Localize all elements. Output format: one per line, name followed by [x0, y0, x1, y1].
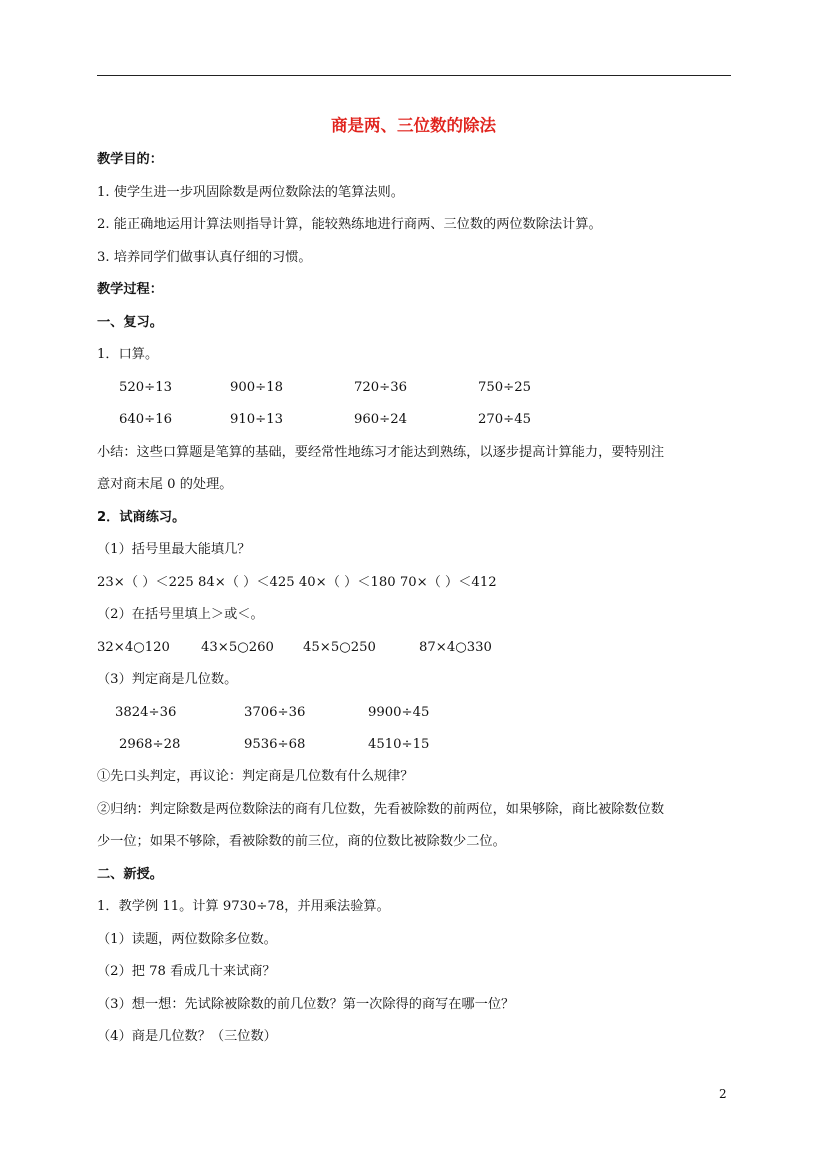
note-2: ②归纳：判定除数是两位数除法的商有几位数，先看被除数的前两位，如果够除，商比被除数位数 — [97, 802, 665, 817]
summary-line: 小结：这些口算题是笔算的基础，要经常性地练习才能达到熟练，以逐步提高计算能力，要特别注 — [97, 445, 665, 460]
digit-item: 2968÷28 — [119, 737, 181, 752]
example-line: 1．教学例 11。计算 9730÷78，并用乘法验算。 — [97, 899, 390, 914]
process-heading: 教学过程： — [97, 282, 163, 297]
oral-item: 750÷25 — [478, 380, 532, 395]
question-2: （2）在括号里填上＞或＜。 — [97, 607, 264, 622]
oral-item: 900÷18 — [230, 380, 284, 395]
review-heading: 一、复习。 — [97, 315, 163, 330]
oral-item: 270÷45 — [478, 412, 532, 427]
compare-item: 87×4○330 — [419, 640, 492, 655]
trial-heading: 2．试商练习。 — [97, 510, 186, 525]
goal-2: 2. 能正确地运用计算法则指导计算，能较熟练地进行商两、三位数的两位数除法计算。 — [97, 217, 602, 232]
note-2-cont: 少一位；如果不够除，看被除数的前三位，商的位数比被除数少二位。 — [97, 834, 506, 849]
new-heading: 二、新授。 — [97, 867, 163, 882]
digit-item: 9900÷45 — [368, 705, 430, 720]
oral-item: 910÷13 — [230, 412, 284, 427]
question-1: （1）括号里最大能填几？ — [97, 542, 251, 557]
step-3: （3）想一想：先试除被除数的前几位数？第一次除得的商写在哪一位？ — [97, 997, 515, 1012]
oral-item: 960÷24 — [354, 412, 408, 427]
goal-heading: 教学目的： — [97, 152, 163, 167]
oral-item: 640÷16 — [119, 412, 173, 427]
summary-line: 意对商末尾 0 的处理。 — [97, 477, 233, 492]
oral-item: 520÷13 — [119, 380, 173, 395]
note-1: ①先口头判定，再议论：判定商是几位数有什么规律？ — [97, 769, 414, 784]
page-number: 2 — [719, 1087, 727, 1101]
step-1: （1）读题，两位数除多位数。 — [97, 932, 277, 947]
digit-item: 3824÷36 — [115, 705, 177, 720]
page-title: 商是两、三位数的除法 — [331, 116, 496, 135]
oral-heading: 1．口算。 — [97, 347, 159, 362]
compare-item: 32×4○120 — [97, 640, 170, 655]
question-1-items: 23×（ ）＜225 84×（ ）＜425 40×（ ）＜180 70×（ ）＜412 — [97, 575, 497, 590]
digit-item: 9536÷68 — [244, 737, 306, 752]
goal-1: 1. 使学生进一步巩固除数是两位数除法的笔算法则。 — [97, 185, 404, 200]
compare-item: 45×5○250 — [303, 640, 376, 655]
compare-item: 43×5○260 — [201, 640, 274, 655]
oral-item: 720÷36 — [354, 380, 408, 395]
step-4: （4）商是几位数？（三位数） — [97, 1029, 277, 1044]
digit-item: 4510÷15 — [368, 737, 430, 752]
digit-item: 3706÷36 — [244, 705, 306, 720]
header-rule — [97, 75, 731, 76]
step-2: （2）把 78 看成几十来试商？ — [97, 964, 276, 979]
goal-3: 3. 培养同学们做事认真仔细的习惯。 — [97, 250, 312, 265]
question-3: （3）判定商是几位数。 — [97, 672, 238, 687]
